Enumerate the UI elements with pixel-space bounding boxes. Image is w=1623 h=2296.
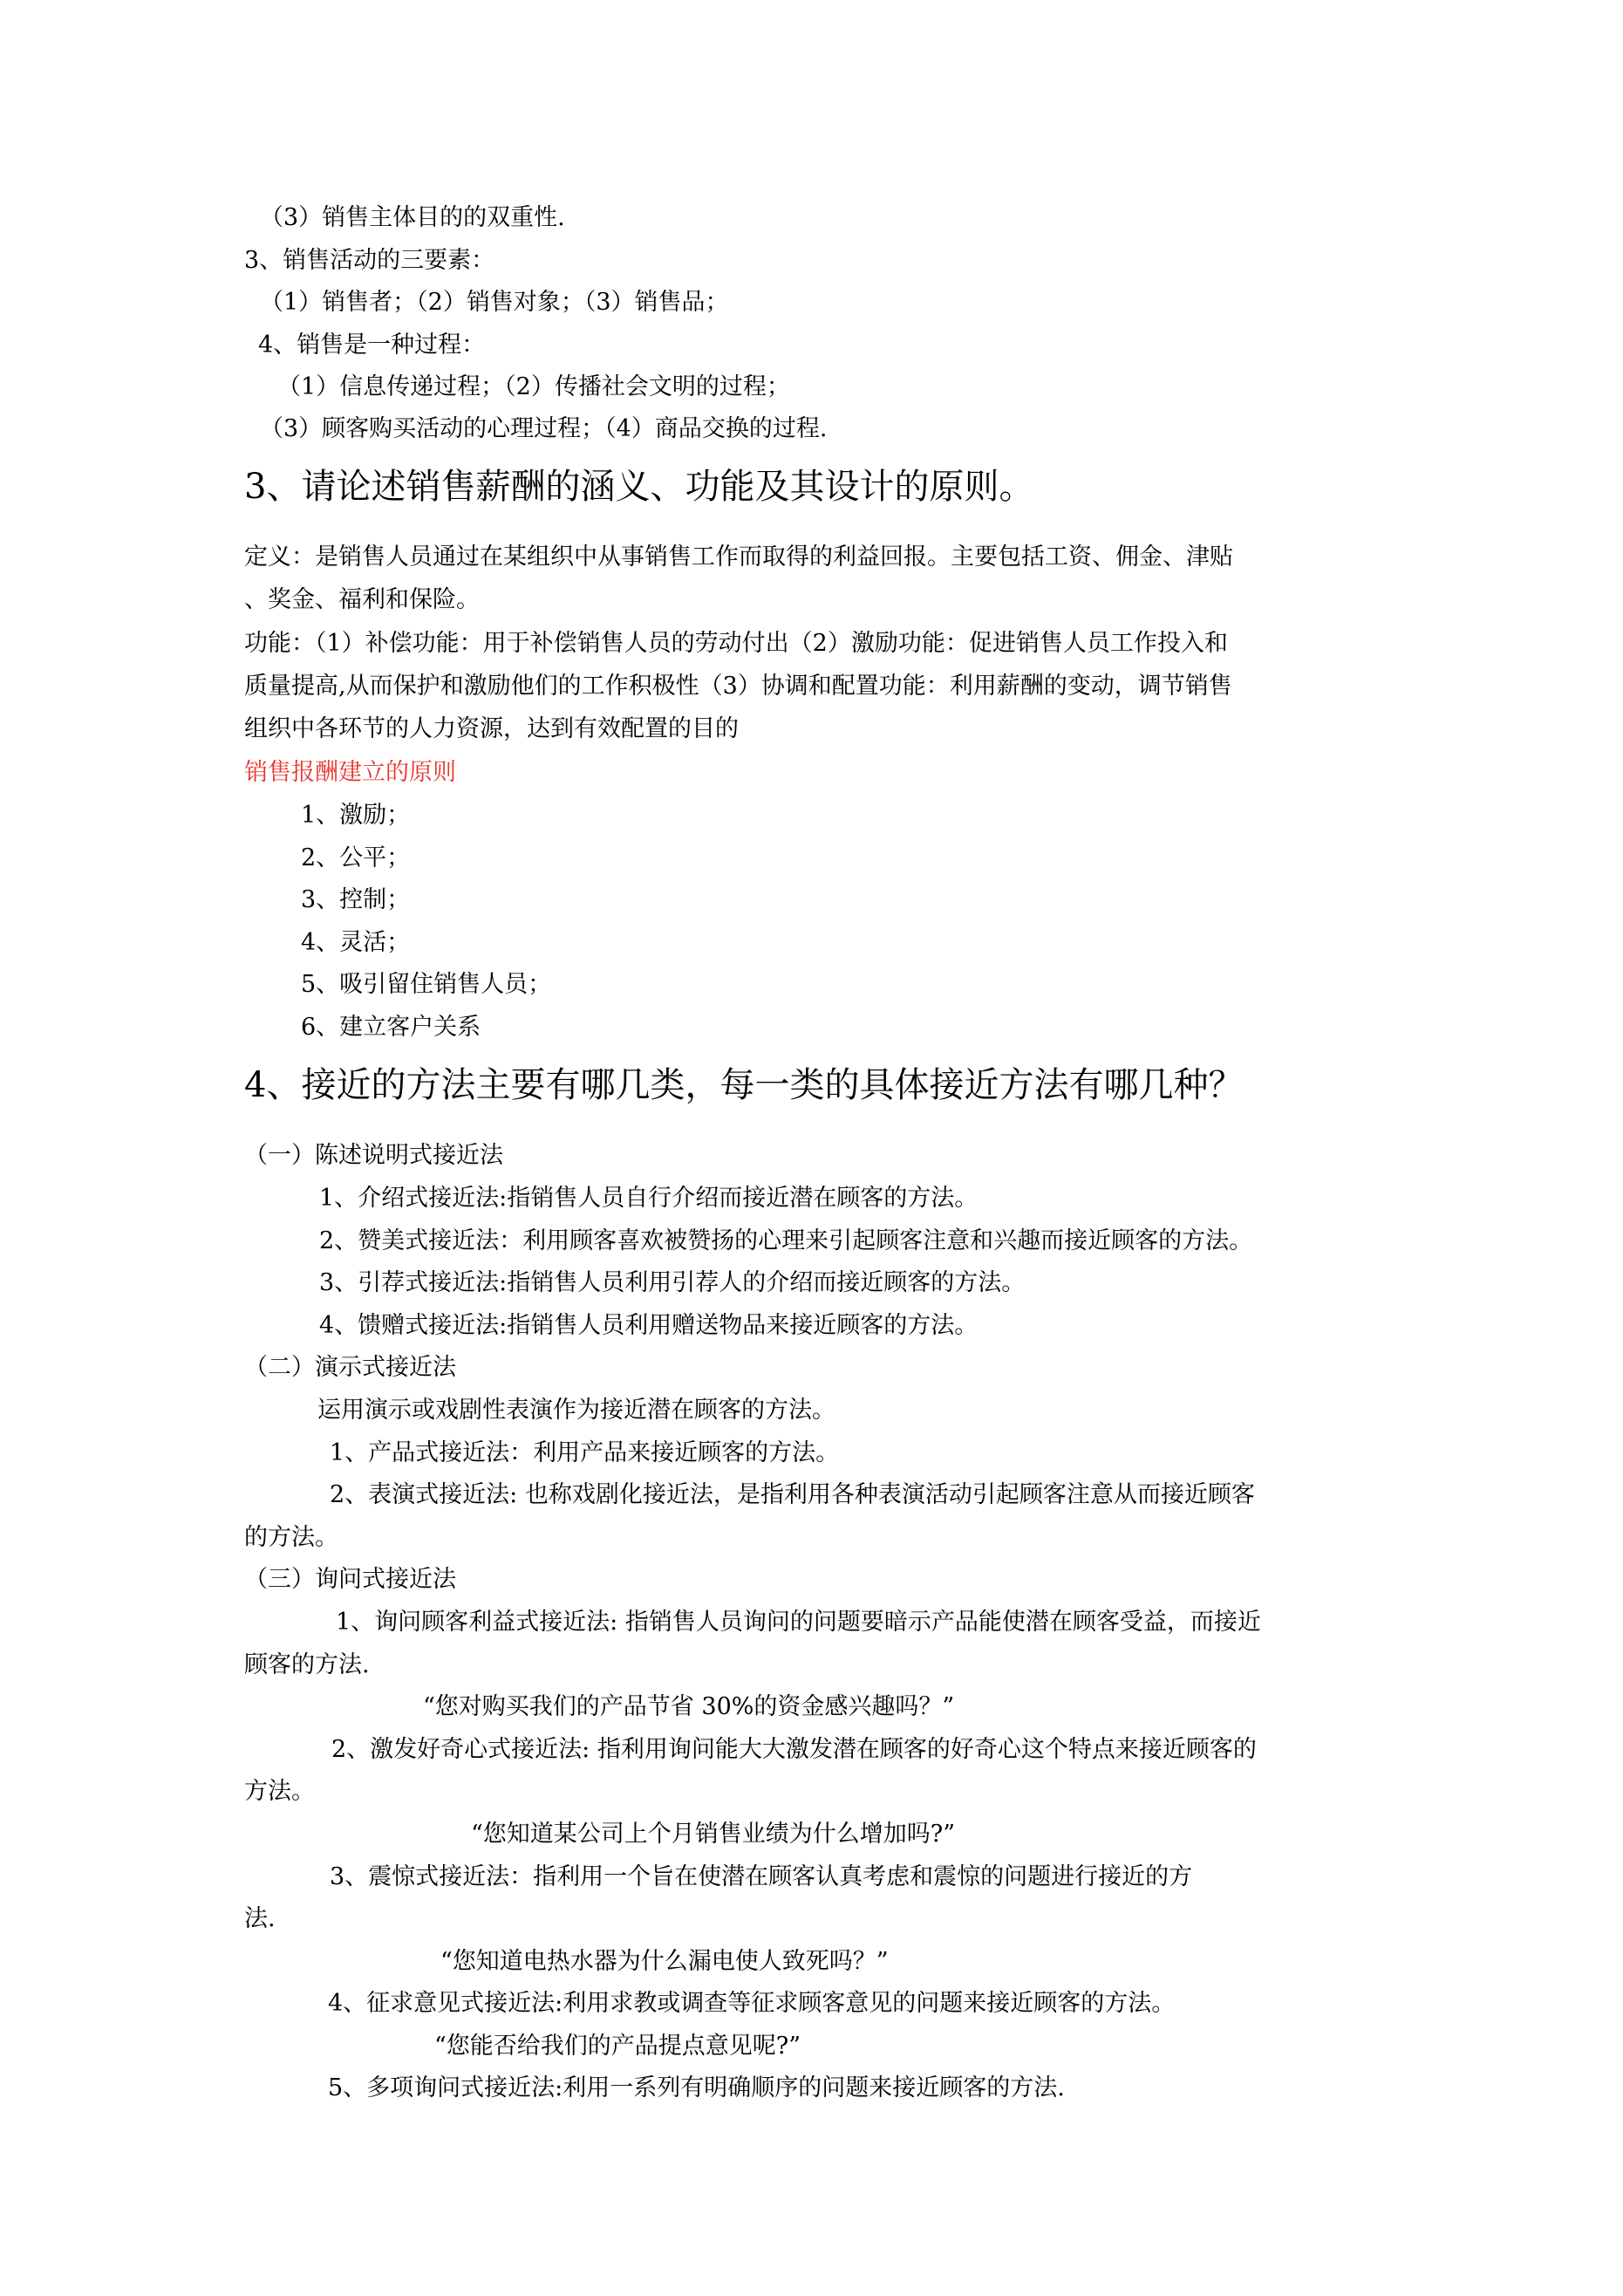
text-line: 2、激发好奇心式接近法: 指利用询问能大大激发潜在顾客的好奇心这个特点来接近顾客的 (331, 1736, 1257, 1763)
text-line: 的方法。 (244, 1524, 338, 1551)
text-line: 2、赞美式接近法：利用顾客喜欢被赞扬的心理来引起顾客注意和兴趣而接近顾客的方法。 (319, 1227, 1253, 1254)
text-line: 1、产品式接近法：利用产品来接近顾客的方法。 (330, 1439, 840, 1466)
section-heading-3: 3、请论述销售薪酬的涵义、功能及其设计的原则。 (244, 467, 1034, 507)
text-line: 4、销售是一种过程： (258, 331, 486, 359)
text-line: 功能：（1）补偿功能：用于补偿销售人员的劳动付出（2）激励功能：促进销售人员工作投入和 (244, 630, 1228, 657)
text-line: 运用演示或戏剧性表演作为接近潜在顾客的方法。 (317, 1397, 835, 1424)
text-line: 1、介绍式接近法:指销售人员自行介绍而接近潜在顾客的方法。 (319, 1185, 979, 1212)
text-line: 顾客的方法. (244, 1651, 370, 1678)
text-line: （1）销售者；（2）销售对象；（3）销售品； (260, 289, 729, 316)
text-line: 4、馈赠式接近法:指销售人员利用赠送物品来接近顾客的方法。 (319, 1312, 979, 1339)
text-line: 4、征求意见式接近法:利用求教或调查等征求顾客意见的问题来接近顾客的方法。 (328, 1990, 1176, 2017)
text-line: 方法。 (244, 1778, 315, 1805)
text-line: （3）顾客购买活动的心理过程；（4）商品交换的过程. (260, 415, 828, 442)
text-line: 质量提高,从而保护和激励他们的工作积极性（3）协调和配置功能：利用薪酬的变动，调节销售 (244, 673, 1232, 700)
section-heading-4: 4、接近的方法主要有哪几类，每一类的具体接近方法有哪几种？ (244, 1065, 1244, 1105)
example-quote: “您知道电热水器为什么漏电使人致死吗？” (440, 1948, 889, 1975)
list-item: 6、建立客户关系 (301, 1014, 481, 1041)
text-line: （3）销售主体目的的双重性. (260, 204, 565, 231)
example-quote: “您知道某公司上个月销售业绩为什么增加吗?” (471, 1821, 956, 1848)
text-line: 1、询问顾客利益式接近法: 指销售人员询问的问题要暗示产品能使潜在顾客受益，而接近 (336, 1609, 1261, 1636)
text-line: 、奖金、福利和保险。 (244, 586, 480, 613)
text-line: 5、多项询问式接近法:利用一系列有明确顺序的问题来接近顾客的方法. (328, 2074, 1065, 2101)
highlight-subheading: 销售报酬建立的原则 (244, 759, 456, 786)
subsection-heading: （二）演示式接近法 (244, 1354, 456, 1381)
text-line: 2、表演式接近法: 也称戏剧化接近法，是指利用各种表演活动引起顾客注意从而接近顾客 (330, 1481, 1255, 1508)
text-line: （1）信息传递过程；（2）传播社会文明的过程； (277, 373, 790, 400)
subsection-heading: （一）陈述说明式接近法 (244, 1142, 503, 1169)
text-line: 定义：是销售人员通过在某组织中从事销售工作而取得的利益回报。主要包括工资、佣金、津贴 (244, 543, 1233, 571)
list-item: 3、控制； (301, 886, 411, 913)
text-line: 法. (244, 1905, 276, 1932)
example-quote: “您对购买我们的产品节省 30%的资金感兴趣吗？” (423, 1693, 955, 1720)
list-item: 4、灵活； (301, 929, 411, 956)
list-item: 2、公平； (301, 844, 411, 871)
text-line: 组织中各环节的人力资源，达到有效配置的目的 (244, 715, 739, 742)
list-item: 1、激励； (301, 802, 411, 829)
example-quote: “您能否给我们的产品提点意见呢?” (434, 2033, 801, 2060)
list-item: 5、吸引留住销售人员； (301, 971, 552, 998)
subsection-heading: （三）询问式接近法 (244, 1566, 456, 1593)
text-line: 3、销售活动的三要素： (244, 247, 495, 274)
text-line: 3、震惊式接近法：指利用一个旨在使潜在顾客认真考虑和震惊的问题进行接近的方 (330, 1863, 1193, 1890)
text-line: 3、引荐式接近法:指销售人员利用引荐人的介绍而接近顾客的方法。 (319, 1269, 1026, 1296)
